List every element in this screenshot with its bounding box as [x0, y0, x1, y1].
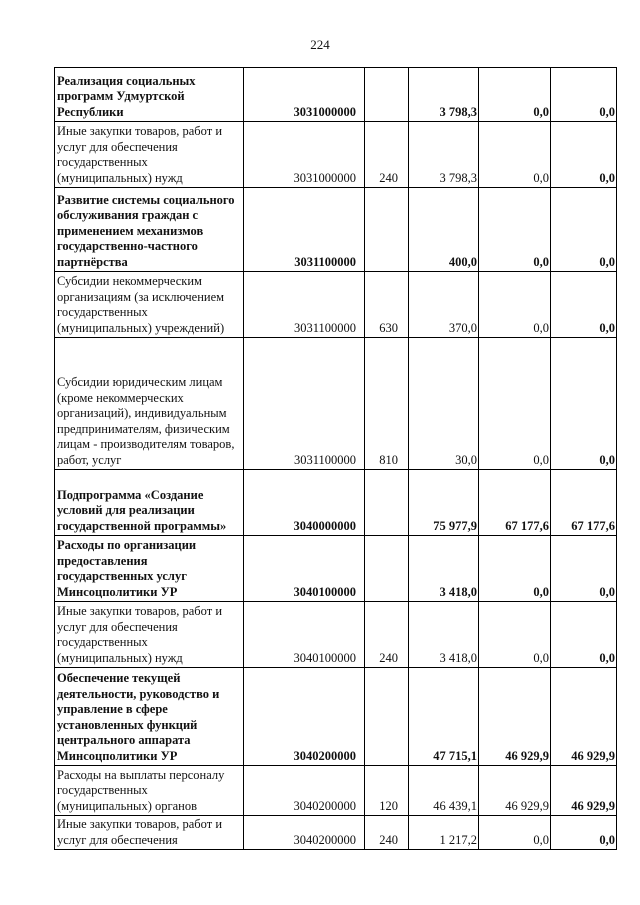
row-value-2-cell: 46 929,9: [479, 766, 551, 816]
row-code-cell: 3031100000: [244, 272, 365, 338]
row-code-cell: 3031000000: [244, 122, 365, 188]
row-type-cell: [365, 536, 409, 602]
row-value-3-cell: 0,0: [551, 122, 617, 188]
row-value-3-cell: 0,0: [551, 68, 617, 122]
row-value-3-cell: 46 929,9: [551, 668, 617, 766]
page-number: 224: [310, 37, 330, 52]
row-value-3-cell: 0,0: [551, 272, 617, 338]
row-name-cell: Подпрограмма «Создание условий для реализации государственной программы»: [55, 470, 244, 536]
row-name-cell: Субсидии юридическим лицам (кроме некоммерческих организаций), индивидуальным предпринимателям, физическим лицам - производителям товаров, работ, услуг: [55, 338, 244, 470]
row-code-cell: 3040200000: [244, 766, 365, 816]
row-name-cell: Расходы по организации предоставления государственных услуг Минсоцполитики УР: [55, 536, 244, 602]
row-value-2-cell: 67 177,6: [479, 470, 551, 536]
row-value-2-cell: 0,0: [479, 816, 551, 850]
row-value-1-cell: 370,0: [409, 272, 479, 338]
table-row: [55, 68, 617, 122]
table-row: [55, 188, 617, 272]
row-type-cell: 630: [365, 272, 409, 338]
row-code-cell: 3040000000: [244, 470, 365, 536]
table-row: [55, 668, 617, 766]
row-name-cell: Обеспечение текущей деятельности, руководство и управление в сфере установленных функций центрального аппарата Минсоцполитики УР: [55, 668, 244, 766]
table-row: [55, 602, 617, 668]
budget-table: [54, 67, 617, 850]
row-value-2-cell: 0,0: [479, 272, 551, 338]
row-value-1-cell: 46 439,1: [409, 766, 479, 816]
row-type-cell: [365, 470, 409, 536]
row-type-cell: 240: [365, 122, 409, 188]
row-name-cell: Расходы на выплаты персоналу государственных (муниципальных) органов: [55, 766, 244, 816]
row-value-3-cell: 0,0: [551, 602, 617, 668]
row-value-3-cell: 46 929,9: [551, 766, 617, 816]
row-name-cell: Иные закупки товаров, работ и услуг для обеспечения: [55, 816, 244, 850]
row-value-3-cell: 0,0: [551, 816, 617, 850]
row-type-cell: [365, 668, 409, 766]
row-code-cell: 3040200000: [244, 668, 365, 766]
row-name-cell: Реализация социальных программ Удмуртской Республики: [55, 68, 244, 122]
row-value-3-cell: 0,0: [551, 338, 617, 470]
row-type-cell: [365, 188, 409, 272]
row-name-cell: Субсидии некоммерческим организациям (за исключением государственных (муниципальных) учреждений): [55, 272, 244, 338]
row-value-2-cell: 0,0: [479, 68, 551, 122]
row-value-2-cell: 0,0: [479, 188, 551, 272]
row-value-1-cell: 3 418,0: [409, 602, 479, 668]
row-value-1-cell: 1 217,2: [409, 816, 479, 850]
row-name-cell: Иные закупки товаров, работ и услуг для обеспечения государственных (муниципальных) нужд: [55, 602, 244, 668]
row-type-cell: 120: [365, 766, 409, 816]
row-name-cell: Развитие системы социального обслуживания граждан с применением механизмов государственно-частного партнёрства: [55, 188, 244, 272]
row-value-1-cell: 75 977,9: [409, 470, 479, 536]
row-value-2-cell: 0,0: [479, 602, 551, 668]
row-code-cell: 3040200000: [244, 816, 365, 850]
table-row: [55, 766, 617, 816]
row-value-1-cell: 3 798,3: [409, 122, 479, 188]
row-type-cell: 810: [365, 338, 409, 470]
table-row: [55, 536, 617, 602]
table-row: [55, 338, 617, 470]
row-code-cell: 3040100000: [244, 536, 365, 602]
row-name-cell: Иные закупки товаров, работ и услуг для обеспечения государственных (муниципальных) нужд: [55, 122, 244, 188]
row-type-cell: 240: [365, 816, 409, 850]
row-value-1-cell: 3 798,3: [409, 68, 479, 122]
row-value-1-cell: 400,0: [409, 188, 479, 272]
row-value-2-cell: 0,0: [479, 338, 551, 470]
row-value-1-cell: 47 715,1: [409, 668, 479, 766]
row-value-2-cell: 0,0: [479, 122, 551, 188]
row-value-3-cell: 67 177,6: [551, 470, 617, 536]
row-code-cell: 3031100000: [244, 188, 365, 272]
row-value-3-cell: 0,0: [551, 536, 617, 602]
row-code-cell: 3031000000: [244, 68, 365, 122]
row-type-cell: 240: [365, 602, 409, 668]
table-row: [55, 470, 617, 536]
row-value-2-cell: 46 929,9: [479, 668, 551, 766]
table-row: [55, 816, 617, 850]
table-row: [55, 122, 617, 188]
table-row: [55, 272, 617, 338]
row-value-2-cell: 0,0: [479, 536, 551, 602]
row-code-cell: 3040100000: [244, 602, 365, 668]
row-value-1-cell: 3 418,0: [409, 536, 479, 602]
row-value-3-cell: 0,0: [551, 188, 617, 272]
row-type-cell: [365, 68, 409, 122]
row-code-cell: 3031100000: [244, 338, 365, 470]
row-value-1-cell: 30,0: [409, 338, 479, 470]
